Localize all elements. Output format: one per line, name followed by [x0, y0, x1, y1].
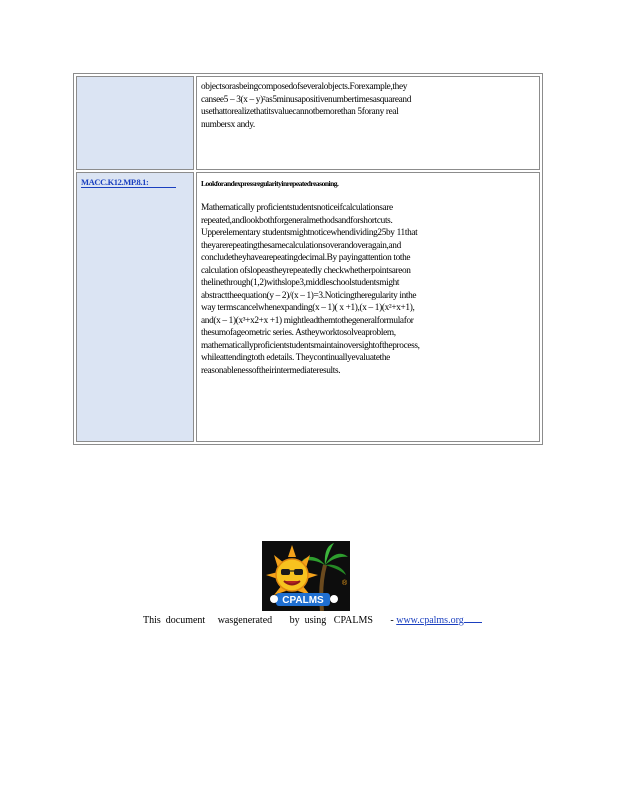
description-line: whileattendingtoth edetails. Theycontinuallyevaluatethe	[201, 353, 390, 363]
description-line: mathematicallyproficientstudentsmaintainoversightoftheprocess,	[201, 340, 420, 351]
description-line: abstracttheequation(y – 2)/(x – 1)=3.Noticingtheregularity inthe	[201, 290, 417, 301]
description-line: way termscancelwhenexpanding(x – 1)( x +1),(x – 1)(x²+x+1),	[201, 303, 415, 313]
standard-code-link[interactable]: MACC.K12.MP.8.1:	[81, 177, 176, 188]
description-line: concludetheyhavearepeatingdecimal.By payingattention tothe	[201, 253, 411, 263]
footer	[143, 613, 482, 626]
standards-table	[73, 73, 543, 445]
description-line: calculation ofslopeastheyrepeatedly checkwhetherpointsareon	[201, 265, 411, 276]
description-line: usethattorealizethatitsvaluecannotbemorethan 5forany real	[201, 107, 399, 117]
description-line: Upperelementary studentsmightnoticewhendividing25by 11that	[201, 228, 418, 238]
description-line: numbersx andy.	[201, 119, 255, 130]
cpalms-link[interactable]: www.cpalms.org	[396, 615, 464, 626]
svg-text:®: ®	[342, 580, 348, 587]
link-underline-tail	[464, 613, 482, 623]
description-line: Mathematically proficientstudentsnoticeifcalculationsare	[201, 203, 393, 213]
standard-title: Lookforandexpressregularityinrepeatedreasoning.	[201, 179, 339, 188]
cpalms-logo	[262, 541, 350, 611]
row2-description-cell	[196, 172, 540, 442]
description-line: objectsorasbeingcomposedofseveralobjects.Forexample,they	[201, 82, 408, 92]
svg-text:CPALMS: CPALMS	[282, 595, 324, 606]
description-line: repeated,andlookbothforgeneralmethodsandforshortcuts.	[201, 215, 393, 226]
description-line: thesumofageometric series. Astheyworktosolveaproblem,	[201, 328, 396, 338]
description-line: thelinethrough(1,2)withslope3,middleschoolstudentsmight	[201, 278, 400, 288]
description-line: cansee5 – 3(x – y)²as5minusapositivenumbertimesasquareand	[201, 94, 412, 105]
row1-description-cell	[196, 76, 540, 170]
description-line: and(x – 1)(x³+x2+x +1) mightleadthemtothegeneralformulafor	[201, 315, 414, 326]
description-line: reasonablenessoftheirintermediateresults.	[201, 365, 341, 376]
footer-text: This document wasgenerated by using CPALMS -	[143, 615, 394, 626]
row1-label-cell	[76, 76, 194, 170]
row2-label-cell	[76, 172, 194, 442]
description-line: theyarerepeatingthesamecalculationsoverandoveragain,and	[201, 240, 401, 251]
